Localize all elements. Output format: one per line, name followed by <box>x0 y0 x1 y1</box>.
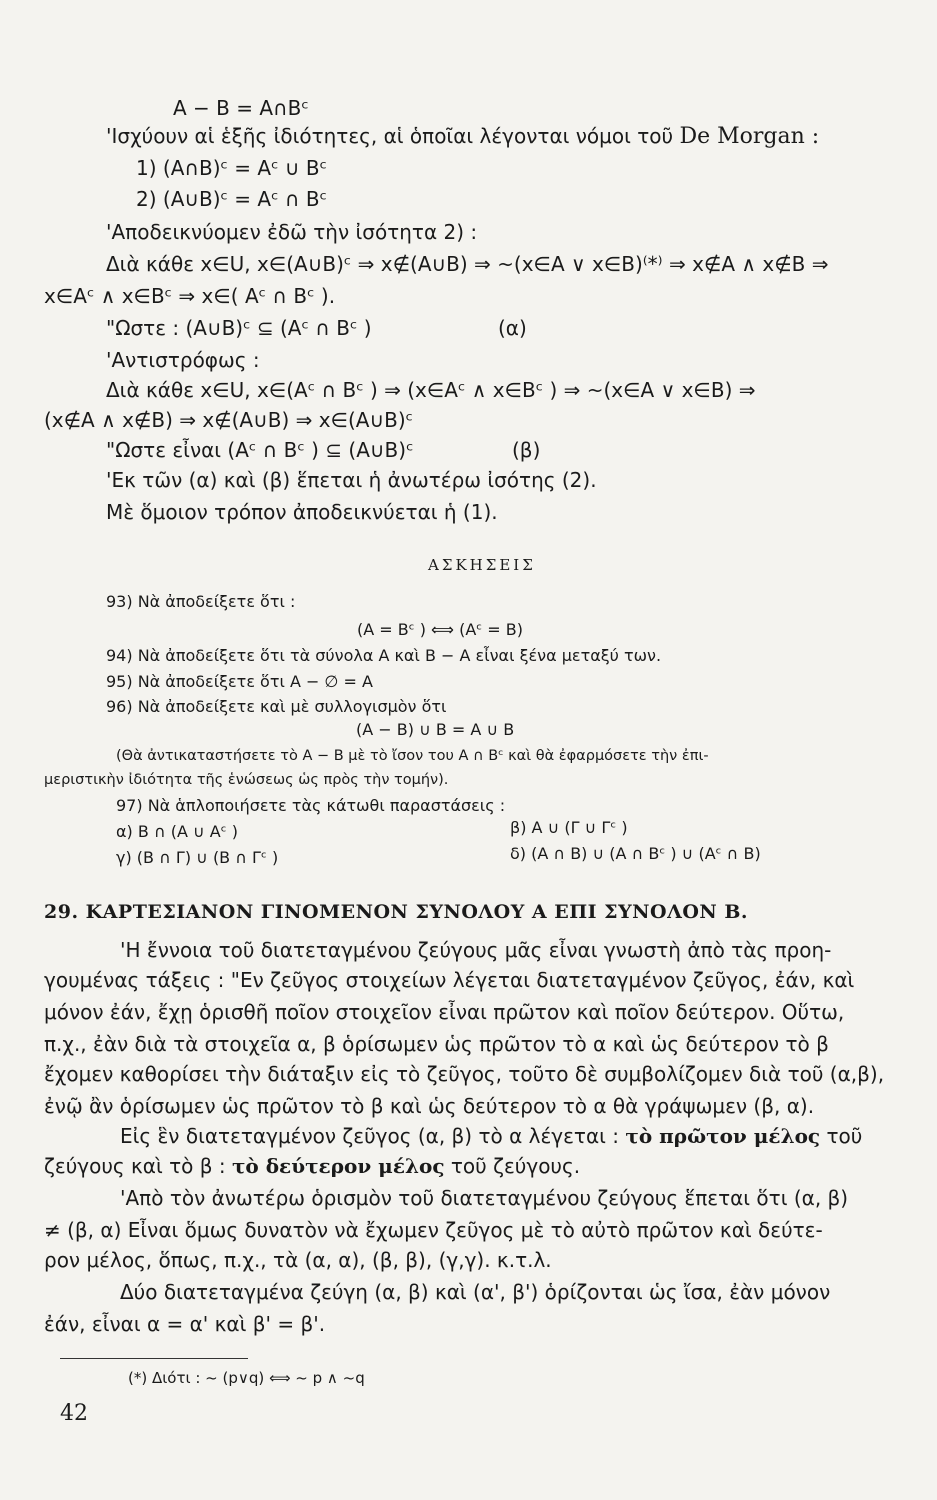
definition-text: τοῦ ζεύγους. <box>450 1154 581 1178</box>
exercise-93: 93) Νὰ ἀποδείξετε ὅτι : <box>106 592 296 611</box>
exercise-96-hint-cont: μεριστικὴν ἰδιότητα τῆς ἑνώσεως ὡς πρὸς τὴν τομήν). <box>44 772 449 788</box>
definition-text: ζεύγους καὶ τὸ β : <box>44 1154 226 1178</box>
paragraph-line: μόνον ἐάν, ἔχῃ ὁρισθῆ ποῖον στοιχεῖον εἶναι πρῶτον καὶ ποῖον δεύτερον. Οὕτω, <box>44 1000 845 1024</box>
exercise-97: 97) Νὰ ἁπλοποιήσετε τὰς κάτωθι παραστάσεις : <box>116 796 506 815</box>
paragraph-line: ἔχομεν καθορίσει τὴν διάταξιν εἰς τὸ ζεῦγος, τοῦτο δὲ συμβολίζομεν διὰ τοῦ (α,β), <box>44 1062 885 1086</box>
label-beta: (β) <box>512 438 541 462</box>
de-morgan-intro <box>106 124 819 149</box>
label-alpha: (α) <box>498 316 527 340</box>
proof-line: Διὰ κάθε x∈U, x∈(Aᶜ ∩ Bᶜ ) ⇒ (x∈Aᶜ ∧ x∈Bᶜ ) ⇒ ~(x∈A ∨ x∈B) ⇒ <box>106 378 756 402</box>
similar-proof-line: Μὲ ὅμοιον τρόπον ἀποδεικνύεται ἡ (1). <box>106 500 498 524</box>
paragraph-line: γουμένας τάξεις : "Εν ζεῦγος στοιχείων λέγεται διατεταγμένον ζεῦγος, ἐάν, καὶ <box>44 968 855 992</box>
exercise-97-a: α) B ∩ (A ∪ Aᶜ ) <box>116 822 238 841</box>
exercise-97-c: γ) (B ∩ Γ) ∪ (B ∩ Γᶜ ) <box>116 848 279 867</box>
page-number: 42 <box>60 1401 88 1426</box>
paragraph-line: ≠ (β, α) Εἶναι ὅμως δυνατὸν νὰ ἔχωμεν ζεῦγος μὲ τὸ αὐτὸ πρῶτον καὶ δεύτε- <box>44 1218 823 1242</box>
exercise-95: 95) Νὰ ἀποδείξετε ὅτι A − ∅ = A <box>106 672 373 691</box>
paragraph-line: ρον μέλος, ὅπως, π.χ., τὰ (α, α), (β, β), (γ,γ). κ.τ.λ. <box>44 1248 552 1272</box>
definition-text: Εἰς ἓν διατεταγμένον ζεῦγος (α, β) τὸ α λέγεται : <box>120 1124 620 1148</box>
proof-intro: 'Αποδεικνύομεν ἐδῶ τὴν ἰσότητα 2) : <box>106 220 478 244</box>
inclusion-alpha: "Ωστε : (A∪B)ᶜ ⊆ (Aᶜ ∩ Bᶜ ) <box>106 316 372 340</box>
footnote-rule <box>60 1358 248 1359</box>
exercises-title: ΑΣΚΗΣΕΙΣ <box>428 556 536 574</box>
law-1: 1) (A∩B)ᶜ = Aᶜ ∪ Bᶜ <box>136 156 327 180</box>
exercise-96-formula: (A − B) ∪ B = A ∪ B <box>356 720 515 739</box>
section-heading: 29. ΚΑΡΤΕΣΙΑΝΟΝ ΓΙΝΟΜΕΝΟΝ ΣΥΝΟΛΟΥ A ΕΠΙ ΣΥΝΟΛΟΝ B. <box>44 901 749 923</box>
de-morgan-name: De Morgan : <box>679 124 820 149</box>
second-member-definition <box>44 1154 580 1178</box>
footnote: (*) Διότι : ~ (p∨q) ⟺ ~ p ∧ ~q <box>128 1369 365 1387</box>
second-member-term: τὸ δεύτερον μέλος <box>231 1154 445 1178</box>
first-member-definition <box>120 1124 862 1148</box>
exercise-93-formula: (A = Bᶜ ) ⟺ (Aᶜ = B) <box>357 620 524 639</box>
exercise-94: 94) Νὰ ἀποδείξετε ὅτι τὰ σύνολα A καὶ B − A εἶναι ξένα μεταξύ των. <box>106 646 662 665</box>
exercise-97-b: β) A ∪ (Γ ∪ Γᶜ ) <box>510 818 628 837</box>
exercise-96: 96) Νὰ ἀποδείξετε καὶ μὲ συλλογισμὸν ὅτι <box>106 697 447 716</box>
paragraph-line: Δύο διατεταγμένα ζεύγη (α, β) καὶ (α', β') ὁρίζονται ὡς ἴσα, ἐὰν μόνον <box>120 1280 831 1304</box>
paragraph-line: 'Απὸ τὸν ἀνωτέρω ὁρισμὸν τοῦ διατεταγμένου ζεύγους ἕπεται ὅτι (α, β) <box>120 1186 849 1210</box>
de-morgan-intro-text: 'Ισχύουν αἱ ἑξῆς ἰδιότητες, αἱ ὁποῖαι λέγονται νόμοι τοῦ <box>106 124 680 148</box>
proof-line: Διὰ κάθε x∈U, x∈(A∪B)ᶜ ⇒ x∉(A∪B) ⇒ ~(x∈A ∨ x∈B)⁽*⁾ ⇒ x∉A ∧ x∉B ⇒ <box>106 252 829 276</box>
exercise-96-hint: (Θὰ ἀντικαταστήσετε τὸ A − B μὲ τὸ ἴσον του A ∩ Bᶜ καὶ θὰ ἐφαρμόσετε τὴν ἐπι- <box>116 748 709 764</box>
converse-heading: 'Αντιστρόφως : <box>106 348 260 372</box>
set-difference-identity: A − B = A∩Bᶜ <box>173 96 309 120</box>
proof-line: x∈Aᶜ ∧ x∈Bᶜ ⇒ x∈( Aᶜ ∩ Bᶜ ). <box>44 284 336 308</box>
paragraph-line: ἐάν, εἶναι α = α' καὶ β' = β'. <box>44 1312 326 1336</box>
proof-line: (x∉A ∧ x∉B) ⇒ x∉(A∪B) ⇒ x∈(A∪B)ᶜ <box>44 408 414 432</box>
paragraph-line: 'Η ἔννοια τοῦ διατεταγμένου ζεύγους μᾶς εἶναι γνωστὴ ἀπὸ τὰς προη- <box>120 938 832 962</box>
definition-text: τοῦ <box>826 1124 863 1148</box>
conclusion-line: 'Εκ τῶν (α) καὶ (β) ἕπεται ἡ ἀνωτέρω ἰσότης (2). <box>106 468 597 492</box>
paragraph-line: π.χ., ἐὰν διὰ τὰ στοιχεῖα α, β ὁρίσωμεν ὡς πρῶτον τὸ α καὶ ὡς δεύτερον τὸ β <box>44 1032 829 1056</box>
inclusion-beta: "Ωστε εἶναι (Aᶜ ∩ Bᶜ ) ⊆ (A∪B)ᶜ <box>106 438 414 462</box>
law-2: 2) (A∪B)ᶜ = Aᶜ ∩ Bᶜ <box>136 187 327 211</box>
exercise-97-d: δ) (A ∩ B) ∪ (A ∩ Bᶜ ) ∪ (Aᶜ ∩ B) <box>510 844 761 863</box>
first-member-term: τὸ πρῶτον μέλος <box>625 1124 821 1148</box>
paragraph-line: ἐνῷ ἂν ὁρίσωμεν ὡς πρῶτον τὸ β καὶ ὡς δεύτερον τὸ α θὰ γράψωμεν (β, α). <box>44 1094 815 1118</box>
